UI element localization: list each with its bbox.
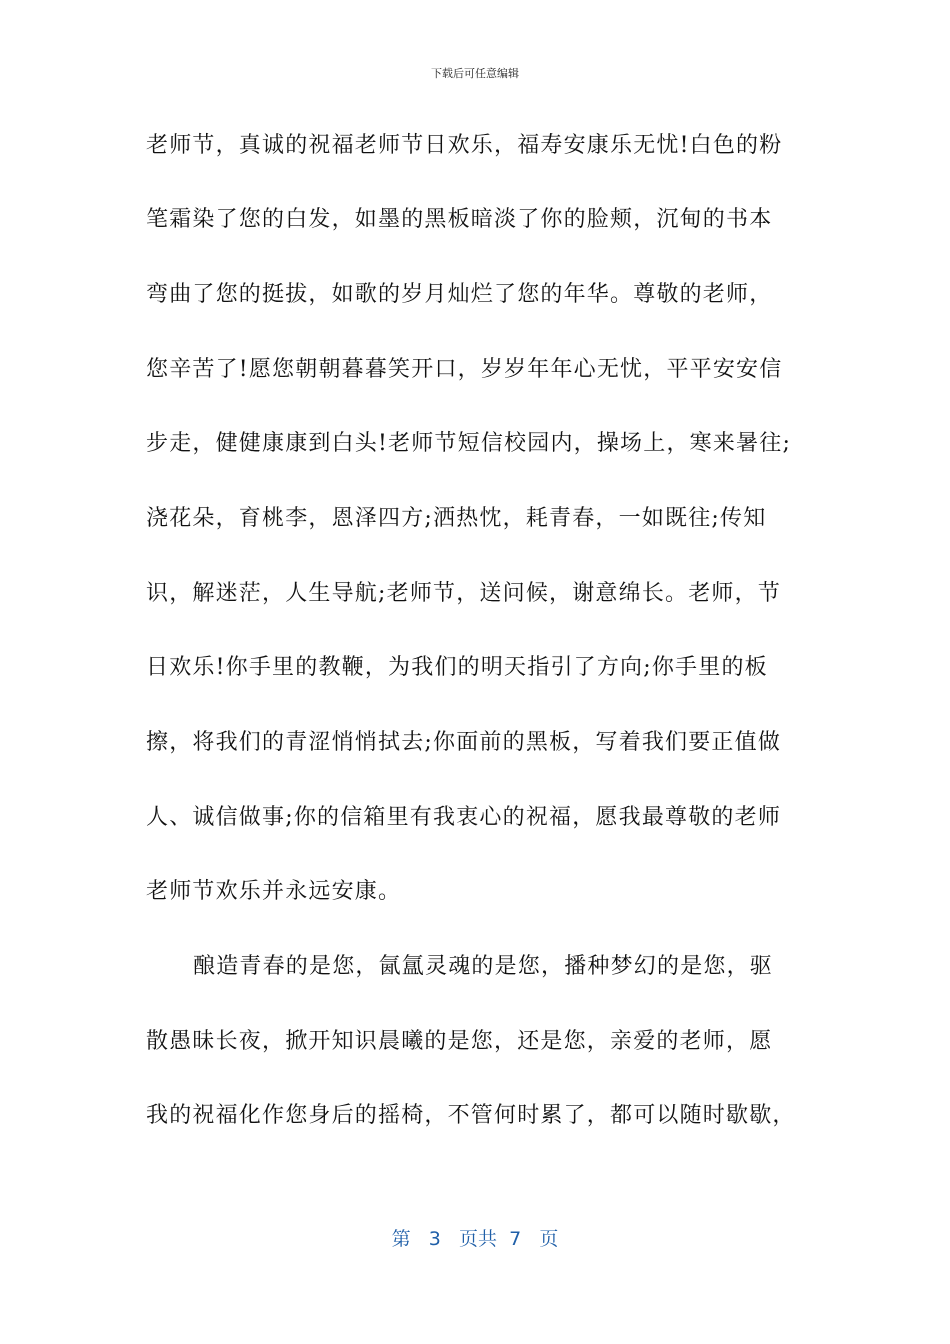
text-line: 我的祝福化作您身后的摇椅，不管何时累了，都可以随时歇歇， bbox=[146, 1103, 796, 1128]
text-line: 散愚昧长夜，掀开知识晨曦的是您，还是您，亲爱的老师，愿 bbox=[146, 1029, 773, 1054]
footer-prefix: 第 bbox=[391, 1228, 411, 1250]
paragraph-first-line: 酿造青春的是您，氤氲灵魂的是您，播种梦幻的是您，驱 bbox=[193, 954, 774, 979]
text-line: 您辛苦了!愿您朝朝暮暮笑开口，岁岁年年心无忧，平平安安信 bbox=[146, 357, 783, 382]
text-line: 老师节，真诚的祝福老师节日欢乐，福寿安康乐无忧!白色的粉 bbox=[146, 133, 783, 158]
current-page-number: 3 bbox=[428, 1228, 441, 1250]
text-line: 笔霜染了您的白发，如墨的黑板暗淡了你的脸颊，沉甸的书本 bbox=[146, 207, 773, 232]
total-pages-number: 7 bbox=[509, 1228, 522, 1250]
text-line: 人、诚信做事;你的信箱里有我衷心的祝福，愿我最尊敬的老师 bbox=[146, 805, 782, 830]
text-line: 浇花朵，育桃李，恩泽四方;洒热忱，耗青春，一如既往;传知 bbox=[146, 506, 767, 531]
text-line: 日欢乐!你手里的教鞭，为我们的明天指引了方向;你手里的板 bbox=[146, 655, 768, 680]
text-line: 弯曲了您的挺拔，如歌的岁月灿烂了您的年华。尊敬的老师， bbox=[146, 282, 773, 307]
text-line: 步走，健健康康到白头!老师节短信校园内，操场上，寒来暑往; bbox=[146, 431, 792, 456]
page-header-note: 下载后可任意编辑 bbox=[431, 67, 519, 80]
footer-suffix: 页 bbox=[539, 1228, 559, 1250]
footer-middle: 页共 bbox=[459, 1228, 498, 1250]
text-line: 擦，将我们的青涩悄悄拭去;你面前的黑板，写着我们要正值做 bbox=[146, 730, 782, 755]
text-line: 老师节欢乐并永远安康。 bbox=[146, 879, 402, 904]
page-number-footer bbox=[0, 1226, 950, 1252]
text-line: 识，解迷茫，人生导航;老师节，送问候，谢意绵长。老师，节 bbox=[146, 581, 782, 606]
